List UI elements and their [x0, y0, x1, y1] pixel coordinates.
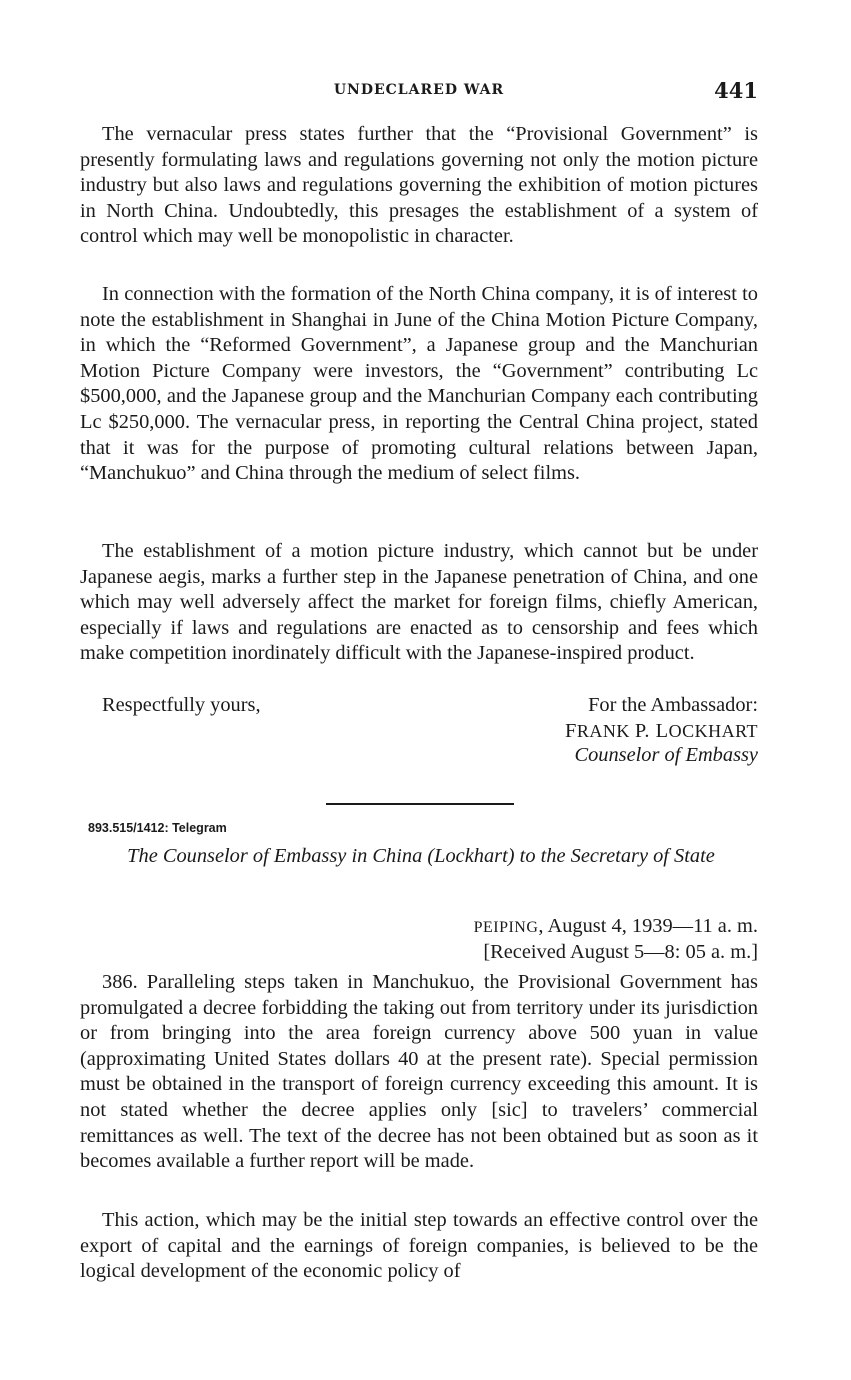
running-title: UNDECLARED WAR [333, 82, 505, 98]
letter-paragraph-3 [80, 539, 758, 667]
dateline: PEIPING, August 4, 1939—11 a. m. [473, 915, 758, 937]
signer-name: FRANK P. LOCKHART [564, 720, 758, 742]
section-divider [326, 803, 514, 805]
document-heading: The Counselor of Embassy in China (Lockhart) to the Secretary of State [127, 845, 715, 867]
paragraph-text: This action, which may be the initial step towards an effective control over the export of capital and the earnings of foreign companies, is believed to be the logical development of the economic policy of [80, 1209, 758, 1283]
file-number: 893.515/1412: Telegram [88, 821, 227, 835]
letter-paragraph-1 [80, 122, 758, 250]
paragraph-text: The establishment of a motion picture industry, which cannot but be under Japanese aegis, marks a further step in the Japanese penetration of China, and one which may well adversely affect the market for foreign films, chiefly American, especially if laws and regulations are enacted as to censorship and fees which make competition inordinately difficult with the Japanese-inspired product. [80, 540, 758, 665]
received-line: [Received August 5—8: 05 a. m.] [483, 941, 758, 963]
closing-salutation: Respectfully yours, [102, 694, 261, 716]
paragraph-text: 386. Paralleling steps taken in Manchukuo, the Provisional Government has promulgated a decree forbidding the taking out from territory under its jurisdiction or from bringing into the area foreign currency above 500 yuan in value (approximating United States dollars 40 at the present rate). Special permission must be obtained in the transport of foreign currency exceeding this amount. It is not stated whether the decree applies only [sic] to travelers’ commercial remittances as well. The text of the decree has not been obtained but as soon as it becomes available a further report will be made. [80, 971, 758, 1173]
telegram-paragraph-2 [80, 1208, 758, 1285]
paragraph-text: In connection with the formation of the North China company, it is of interest to note the establishment in Shanghai in June of the China Motion Picture Company, in which the “Reformed Government”, a Japanese group and the Manchurian Motion Picture Company were investors, the “Government” contributing Lc $500,000, and the Japanese group and the Manchurian Company each contributing Lc $250,000. The vernacular press, in reporting the Central China project, stated that it was for the purpose of promoting cultural relations between Japan, “Manchukuo” and China through the medium of select films. [80, 283, 758, 485]
page-number: 441 [714, 78, 758, 103]
running-head [80, 78, 758, 102]
signer-title: Counselor of Embassy [574, 744, 758, 766]
for-ambassador-line: For the Ambassador: [588, 694, 758, 716]
telegram-paragraph-1 [80, 970, 758, 1175]
letter-paragraph-2 [80, 282, 758, 487]
paragraph-text: The vernacular press states further that the “Provisional Government” is presently formulating laws and regulations governing not only the motion picture industry but also laws and regulations governing the exhibition of motion pictures in North China. Undoubtedly, this presages the establishment of a system of control which may well be monopolistic in character. [80, 123, 758, 248]
